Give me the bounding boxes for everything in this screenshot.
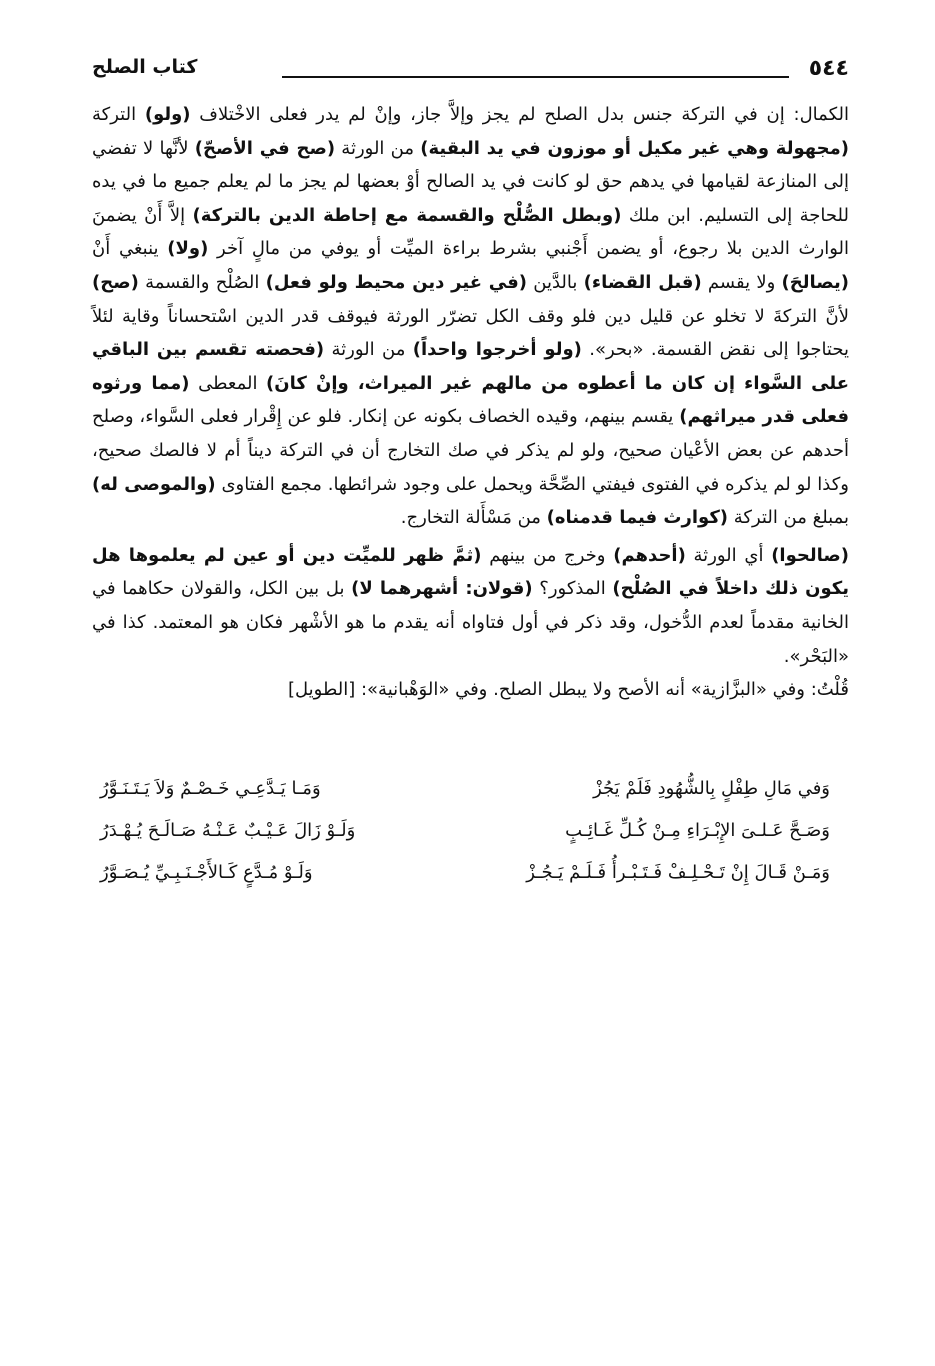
paragraph-p1 [92, 98, 849, 535]
text-run: ولا يقسم [701, 271, 782, 293]
text-run: أي الورثة [685, 544, 772, 566]
text-run: لأنَّ التركةَ لا تخلو عن قليل دين فلو وقف الكل تضرّر الورثة فيوقف قدر الدين اسْتحساناً وقاية لئلاً يحتاجوا إلى نقض القسمة. «بحر». [92, 305, 849, 361]
body-text [92, 98, 849, 707]
text-run: إلاَّ أَنْ يضمنَ الوارث الدين بلا رجوع، أو يضمن أَجْنبي بشرط براءة الميِّت أو يوفي من مالٍ آخر [92, 204, 849, 260]
text-run: بالدَّين [527, 271, 584, 293]
bold-phrase: (وبطل الصُّلْح والقسمة مع إحاطة الدين بالتركة) [192, 204, 622, 226]
paragraph-p2 [92, 539, 849, 673]
verse-first-hemistich: وَصَـحَّ عَـلـىَ الإِبْـرَاءِ مِـنْ كُـلِّ غَـائِـبٍ [565, 820, 830, 841]
poem-verse [100, 820, 830, 862]
text-run: المعطى [189, 372, 267, 394]
text-run: المذكور؟ [532, 578, 613, 600]
text-run: بمبلغ من التركة [728, 507, 849, 529]
verse-second-hemistich: وَمَـا يَـدَّعِـي خَـصْـمٌ وَلاَ يَـتَـنَـوَّرُ [100, 778, 321, 799]
text-run: وخرج من بينهم [481, 544, 614, 566]
page-header [92, 56, 849, 92]
verse-second-hemistich: وَلَـوْ مُـدَّعٍ كَـالأَجْـنَـبِـيِّ يُـصَـوَّرُ [100, 862, 313, 883]
bold-phrase: (ولا) [167, 238, 209, 260]
text-run: الكمال: إن في التركة جنس بدل الصلح لم يجز وإلاَّ جاز، وإنْ لم يدر فعلى الاخْتلاف [190, 104, 849, 125]
page-number: ٥٤٤ [808, 56, 849, 81]
verse-first-hemistich: وَفي مَالِ طِفْلٍ بِالشُّهُودِ فَلَمْ يَجُزْ [593, 778, 830, 799]
poem-verse [100, 862, 830, 904]
poem [100, 778, 830, 904]
poem-verse [100, 778, 830, 820]
text-run: من الورثة [335, 137, 421, 159]
text-run: الصُلْح والقسمة [138, 271, 266, 293]
paragraph-p3 [92, 673, 849, 707]
text-run: لأنَّها لا تفضي إلى المنازعة لقيامها في يدهم حق لو كانت في يد الصالح أوْ بعضها لم يجز ما لم يعلم جميع ما في يده للحاجة إلى التسليم. ابن ملك [92, 137, 849, 226]
text-run: قُلْتُ: وفي «البزَّازية» أنه الأصح ولا يبطل الصلح. وفي «الوَهْبانية»: [الطويل] [288, 679, 849, 701]
bold-phrase: (صالحوا) [771, 544, 849, 566]
text-run: من مَسْأَلة التخارج. [400, 507, 547, 529]
verse-first-hemistich: وَمَـنْ قَـالَ إِنْ تَـحْـلِـفْ فَـتَـبْـرأُ فَـلَـمْ يَـجُـزْ [526, 862, 830, 883]
header-rule [282, 76, 789, 78]
text-run: يقسم بينهم، وقيده الخصاف بكونه عن إنكار. فلو عن إِقْرار فعلى السَّواء، وصلح أحدهم عن بعض الأعْيان صحيح، ولو لم يذكر في صك التخارج أن في التركة ديناً أم لا فالصك صحيح، وكذا لو لم يذكره في الفتوى فيفتي الصِّحَّة ويحمل على وجود شرائطها. مجمع الفتاوى [92, 406, 849, 495]
bold-phrase: (ولو أخرجوا واحداً) [412, 339, 582, 361]
bold-phrase: (ثمَّ ظهر للميِّت دين أو عين لم يعلموها هل يكون ذلك داخلاً في الصُلْح) [92, 544, 849, 600]
text-run: بل بين الكل، والقولان حكاهما في الخانية مقدماً لعدم الدُّخول، وقد ذكر في أول فتاواه أنه يقدم ما هو الأشْهر فكان هو المعتمد. كذا في «البَحْر». [92, 578, 849, 667]
bold-phrase: (يصالحَ) [781, 271, 849, 293]
bold-phrase: (مجهولة وهي غير مكيل أو موزون في يد البقية) [420, 137, 849, 159]
text-run: من الورثة [324, 339, 413, 361]
text-run: ينبغي أَنْ [92, 238, 168, 260]
bold-phrase: (فحصته تقسم بين الباقي على السَّواء إن كان ما أعطوه من مالهم غير الميراث، وإنْ كانَ) [92, 339, 849, 394]
bold-phrase: (كوارث فيما قدمناه) [546, 507, 729, 529]
bold-phrase: (في غير دين محيط ولو فعل) [265, 271, 528, 293]
running-title: كتاب الصلح [92, 56, 198, 78]
text-run: التركة [92, 104, 145, 125]
bold-phrase: (والموصى له) [92, 473, 216, 495]
bold-phrase: (صح في الأصحّ) [194, 137, 336, 159]
bold-phrase: (قبل القضاء) [583, 271, 702, 293]
bold-phrase: (قولان: أشهرهما لا) [351, 578, 533, 600]
bold-phrase: (أحدهم) [613, 544, 686, 566]
bold-phrase: (ولو) [144, 104, 191, 125]
bold-phrase: (مما ورثوه فعلى قدر ميراثهم) [92, 372, 849, 428]
verse-second-hemistich: وَلَـوْ زَالَ عَـيْـبٌ عَـنْـهُ صَـالَـحَ يُـهْـدَرُ [100, 820, 356, 841]
bold-phrase: (صح) [92, 271, 139, 293]
